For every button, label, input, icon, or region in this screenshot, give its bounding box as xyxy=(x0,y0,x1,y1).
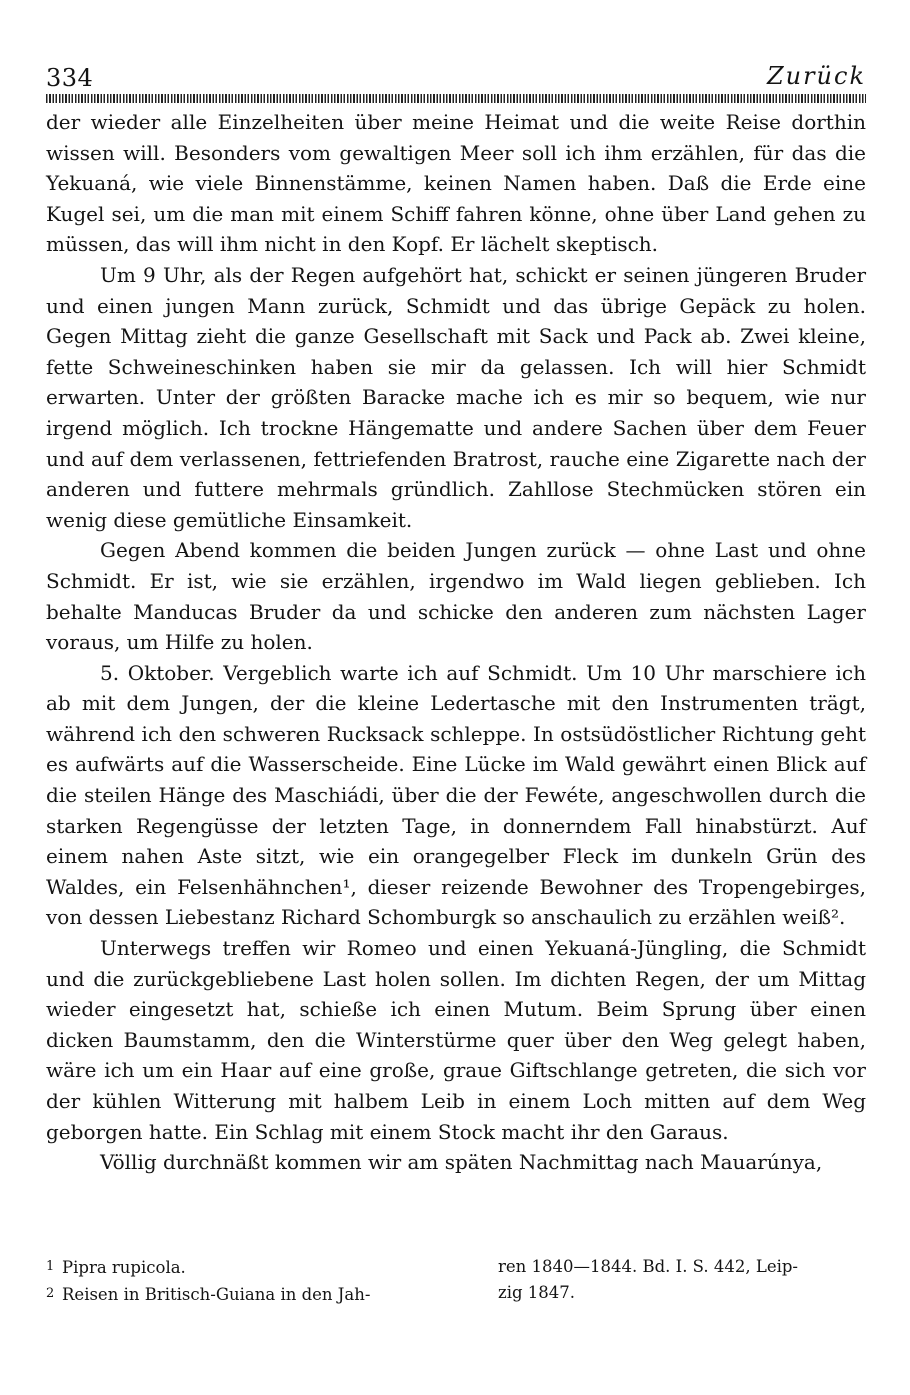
footnote-1 xyxy=(46,1254,446,1281)
page-number: 334 xyxy=(46,64,94,92)
footnote-2 xyxy=(46,1281,446,1308)
footnotes-right-column xyxy=(498,1254,866,1308)
paragraph: Unterwegs treffen wir Romeo und einen Yekuaná-Jüngling, die Schmidt und die zurückgebliebene Last holen sollen. Im dichten Regen, der um Mittag wieder eingesetzt hat, schieße ich einen Mutum. Beim Sprung über einen dicken Baumstamm, den die Winterstürme quer über den Weg gelegt haben, wäre ich um ein Haar auf eine große, graue Giftschlange getreten, die sich vor der kühlen Witterung mit halbem Leib in einem Loch mitten auf dem Weg geborgen hatte. Ein Schlag mit einem Stock macht ihr den Garaus. xyxy=(46,936,866,1144)
paragraph-last: Völlig durchnäßt kommen wir am späten Nachmittag nach Mauarúnya, xyxy=(100,1150,823,1175)
paragraph-continuation: der wieder alle Einzelheiten über meine Heimat und die weite Reise dorthin wissen will. Besonders vom gewaltigen Meer soll ich ihm erzählen, für das die Yekuaná, wie viele Binnenstämme, keinen Namen haben. Daß die Erde eine Kugel sei, um die man mit einem Schiff fahren könne, ohne über Land gehen zu müssen, das will ihm nicht in den Kopf. Er lächelt skeptisch. xyxy=(46,110,866,257)
footnote-2-mark: 2 xyxy=(46,1286,55,1301)
footnote-1-mark: 1 xyxy=(46,1259,55,1274)
running-head xyxy=(46,62,866,92)
header-rule xyxy=(46,94,866,103)
footnote-2-continuation: ren 1840—1844. Bd. I. S. 442, Leip- xyxy=(498,1257,799,1276)
footnotes-left-column xyxy=(46,1254,446,1308)
paragraph-date-entry: 5. Oktober. Vergeblich warte ich auf Schmidt. Um 10 Uhr marschiere ich ab mit dem Jungen, der die kleine Ledertasche mit den Instrumenten trägt, während ich den schweren Rucksack schleppe. In ostsüdöstlicher Richtung geht es aufwärts auf die Wasserscheide. Eine Lücke im Wald gewährt einen Blick auf die steilen Hänge des Maschiádi, über die der Fewéte, angeschwollen durch die starken Regengüsse der letzten Tage, in donnerndem Fall hinabstürzt. Auf einem nahen Aste sitzt, wie ein orangegelber Fleck im dunkeln Grün des Waldes, ein Felsenhähnchen¹, dieser reizende Bewohner des Tropengebirges, von dessen Liebestanz Richard Schomburgk so anschaulich zu erzählen weiß². xyxy=(46,660,866,930)
footnote-2-continuation-end: zig 1847. xyxy=(498,1283,576,1302)
footnote-2-text: Reisen in Britisch-Guiana in den Jah- xyxy=(62,1285,371,1304)
paragraph: Gegen Abend kommen die beiden Jungen zurück — ohne Last und ohne Schmidt. Er ist, wie sie erzählen, irgendwo im Wald liegen geblieben. Ich behalte Manducas Bruder da und schicke den anderen zum nächsten Lager voraus, um Hilfe zu holen. xyxy=(46,538,866,655)
body-text xyxy=(46,107,866,1178)
paragraph: Um 9 Uhr, als der Regen aufgehört hat, schickt er seinen jüngeren Bruder und einen jungen Mann zurück, Schmidt und das übrige Gepäck zu holen. Gegen Mittag zieht die ganze Gesellschaft mit Sack und Pack ab. Zwei kleine, fette Schweineschinken haben sie mir da gelassen. Ich will hier Schmidt erwarten. Unter der größten Baracke mache ich es mir so bequem, wie nur irgend möglich. Ich trockne Hängematte und andere Sachen über dem Feuer und auf dem verlassenen, fettriefenden Bratrost, rauche eine Zigarette nach der anderen und futtere mehrmals gründlich. Zahllose Stechmücken stören ein wenig diese gemütliche Einsamkeit. xyxy=(46,262,866,532)
footnotes xyxy=(46,1254,866,1308)
book-page xyxy=(46,62,866,1178)
running-title: Zurück xyxy=(766,62,866,90)
footnote-1-text: Pipra rupicola. xyxy=(62,1258,186,1277)
